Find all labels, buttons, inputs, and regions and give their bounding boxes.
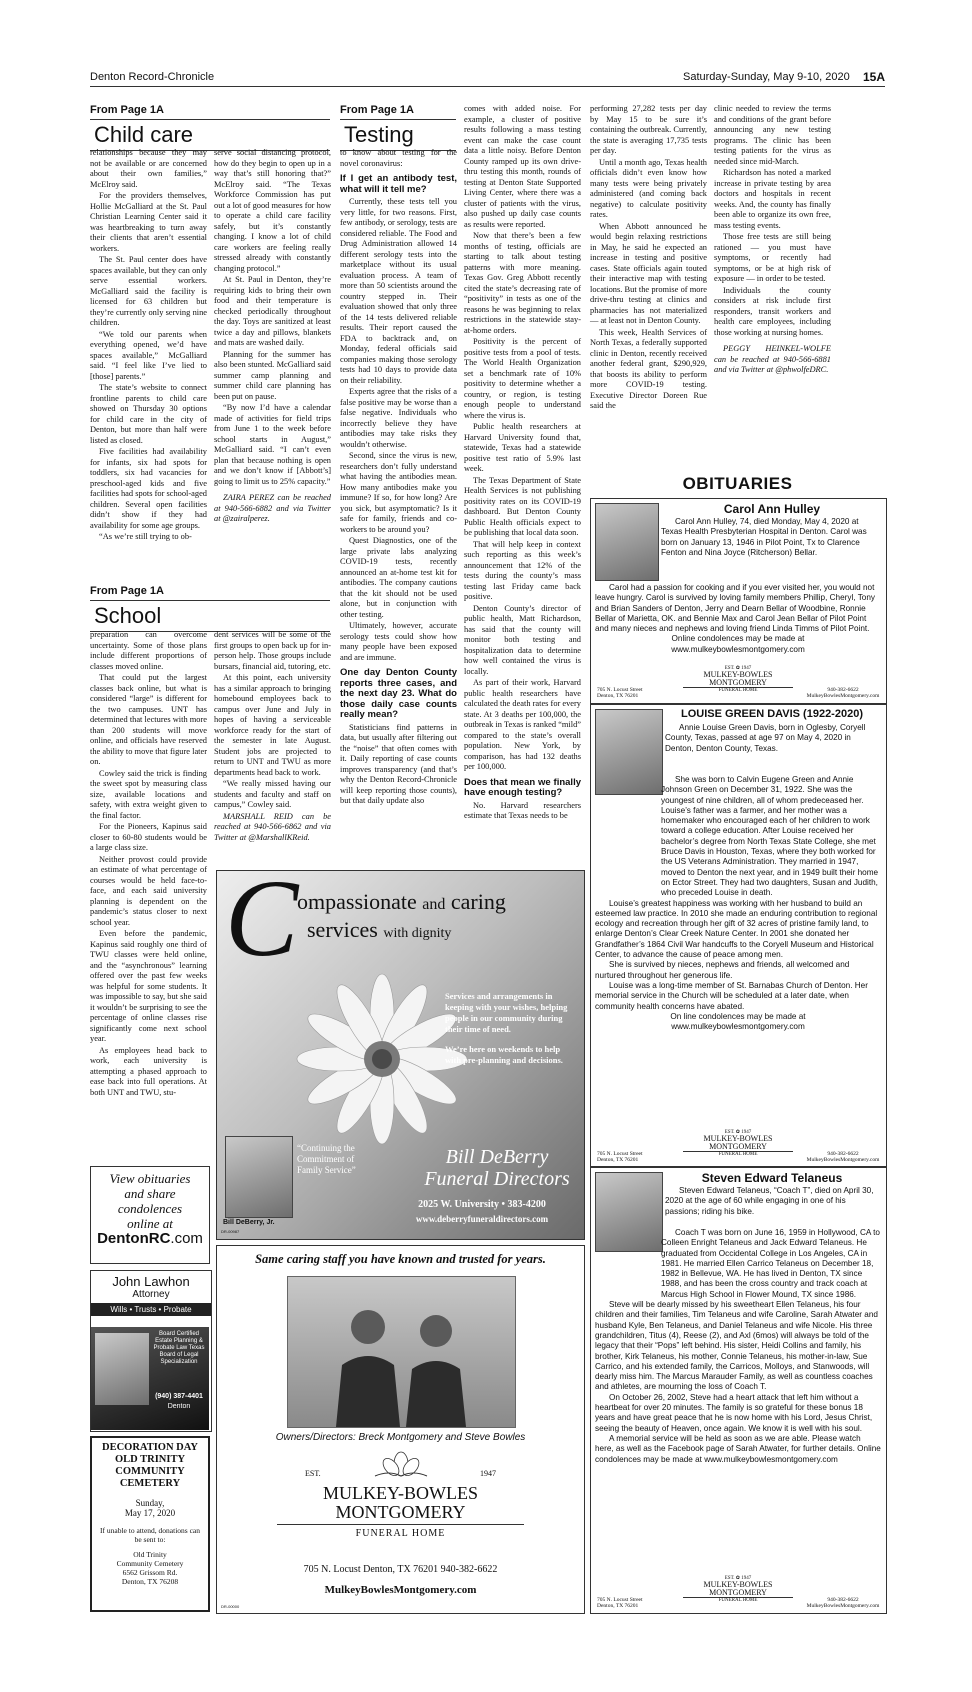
ad-site: DentonRC.com [97, 1230, 203, 1247]
paragraph: Currently, these tests tell you very little, for two reasons. First, few antibody, or serology, tests are considered reliable. The Food and Drug Administration allowed 14 different serology tests into the marketplace without its usual evaluation process. A team of more than 50 scientists around the country stepped in. Their evaluation showed that only three of the 14 tests delivered reliable results. Their report caused the FDA to backtrack and, on Monday, federal officials said companies making those serology tests had 10 days to provide data on their reliability. [340, 197, 457, 385]
ad-paragraph: Services and arrangements in keeping with your wishes, helping people in our community during their time of need. [445, 991, 568, 1034]
cemetery-note: If unable to attend, donations can be sent to: [100, 1526, 200, 1544]
website: MulkeyBowlesMontgomery.com [806, 1603, 880, 1609]
paragraph: Richardson has noted a marked increase in private testing by area doctors and hospitals in recent weeks. And, the county has finally been able to organize its own free, mass testing events. [714, 168, 831, 230]
paragraph: As part of their work, Harvard public health researchers have calculated the death rates for every state. At 3 deaths per 100,000, the outbreak in Texas is ranked “mild” compared to the state’s overall population. New York, by comparison, has had 132 deaths per 100,000. [464, 678, 581, 771]
funeral-logo [683, 1129, 793, 1157]
paragraph: comes with added noise. For example, a cluster of positive results following a mass testing event can make the case count data a little noisy. Before Denton County ramped up its own drive-thru testing this month, rounds of testing at Denton State Supported Living Center, where there was a cluster of patients with the virus, also pushed up daily case counts as results were reported. [464, 104, 581, 229]
lawhon-ad [90, 1270, 212, 1432]
title-line: DECORATION DAY [102, 1442, 198, 1453]
paragraph: At this point, each university has a similar approach to bringing homebound employees back to campus over June and July in hopes of having a serviceable workforce ready for the start of the semester in late August. Student jobs are projected to return to UNT and TWU as more departments head back to work. [214, 673, 331, 777]
logo-name: MONTGOMERY [683, 679, 793, 688]
funeral-home-footer [595, 1575, 881, 1611]
mulkey-ad [216, 1245, 585, 1614]
ad-website: www.deberryfuneraldirectors.com [415, 1214, 549, 1224]
obit-davis [590, 704, 887, 1167]
obit-telaneus [590, 1167, 887, 1614]
childcare-headline: Child care [90, 119, 330, 151]
phone: 940-382-6622 [827, 1151, 859, 1157]
logo-est: EST. 1947 [305, 1469, 496, 1478]
paragraph: relationships because they may not be available or are concerned about their own families,” McElroy said. [90, 148, 207, 189]
paragraph: Neither provost could provide an estimate of what percentage of courses would be held face-to-face, and each said university planning is dependent on the pandemic’s status closer to next school year. [90, 854, 207, 927]
ad-services-text [445, 991, 575, 1066]
phone: 940-382-6622 [827, 687, 859, 693]
address-line: Denton, TX 76201 [597, 1603, 639, 1609]
childcare-section [90, 104, 330, 151]
owners-silhouette-icon [288, 1277, 515, 1427]
funeral-home-footer [595, 1129, 881, 1165]
paragraph: Public health researchers at Harvard University found that, statewide, Texas had a statewide positive test ratio of 5.9% last week. [464, 422, 581, 473]
logo-est: EST. ✿ 1947 [724, 1130, 752, 1135]
testing-col3 [590, 104, 707, 413]
paragraph: For the providers themselves, Hollie McGalliard at the St. Paul Christian Learning Center said it was heartbreaking to turn away their clients that aren’t essential workers. [90, 191, 207, 253]
paragraph: For the Pioneers, Kapinus said closer to 60-80 students would be a large class size. [90, 822, 207, 852]
funeral-address [597, 687, 643, 699]
obit-body [595, 775, 881, 1032]
paragraph: Carol Ann Hulley, 74, died Monday, May 4, 2020 at Texas Health Presbyterian Hospital in Denton. Carol was born on January 13, 1946 in Pilot Point, Tx to Clarence Fenton and Nina Joyce (Ritcherson) Bellar. [661, 517, 867, 557]
ad-headline-2: services with dignity [307, 917, 452, 942]
paragraph: Annie Louise Green Davis, born in Oglesby, Coryell County, Texas, passed at age 97 on May 4, 2020 in Denton, Denton County, Texas. [665, 723, 866, 753]
paragraph: Until a month ago, Texas health officials didn’t even know how many tests were being privately administered (and coming back negative) to calculate positivity rates. [590, 157, 707, 219]
attorney-city: Denton [167, 1403, 191, 1410]
mulkey-website: MulkeyBowlesMontgomery.com [324, 1584, 477, 1596]
paragraph: That could put the largest classes back online, but what is considered “large” is different for the two campuses. UNT has determined that lectures with more than 200 students will move online, and officials have reserved the ability to move that figure later on. [90, 673, 207, 766]
paragraph: Second, since the virus is new, researchers don’t fully understand what having the antibodies mean. How many antibodies make you immune? If so, for how long? Are you sick, but asymptomatic? Is it safe for family, friends and co-workers to be around you? [340, 451, 457, 534]
ad-line: and share [124, 1186, 176, 1201]
paragraph: The St. Paul center does have spaces available, but they can only serve essential workers. McGalliard said the facility is licensed for 63 children but they’re currently only serving nine children. [90, 255, 207, 327]
ad-code: DR-00000 [221, 1604, 240, 1609]
mulkey-owners: Owners/Directors: Breck Montgomery and Steve Bowles [275, 1432, 526, 1443]
paragraph: dent services will be some of the first groups to open back up for in-person help. Those groups include bursars, financial aid, tutoring, etc. [214, 630, 331, 671]
ad-address: 2025 W. University • 383-4200 [418, 1199, 546, 1210]
paragraph: As employees head back to work, each university is attempting a phased approach to ease back into full operations. At both UNT and TWU, stu- [90, 1045, 207, 1097]
logo-type: FUNERAL HOME [355, 1528, 446, 1539]
subhead: If I get an antibody test, what will it tell me? [340, 173, 457, 195]
paragraph: preparation can overcome uncertainty. Some of those plans include different proportions of classes moved online. [90, 630, 207, 671]
paragraph: The state’s website to connect frontline parents to child care showed on Thursday 30 options for child care in the city of Denton, but more than half were listed as closed. [90, 383, 207, 445]
attorney-title: Attorney [132, 1289, 170, 1300]
school-col2 [214, 630, 331, 844]
deberry-portrait [225, 1136, 293, 1218]
paragraph: Cowley said the trick is finding the sweet spot by measuring class size, available locations and safety, with extra weight given to the final factor. [90, 768, 207, 820]
paragraph: Louise was a long-time member of St. Barnabas Church of Denton. Her memorial service in the Church will be scheduled at a later date, when community health concerns have abated. [595, 980, 868, 1011]
big-c-letter: C [225, 870, 299, 979]
funeral-logo [683, 665, 793, 693]
obituaries-header: OBITUARIES [682, 474, 793, 493]
testing-from-page: From Page 1A [340, 104, 414, 116]
paragraph: “By now I’d have a calendar made of activities for field trips from June 1 to the week before school starts in August,” McGalliard said. “I can’t even plan that because nothing is open and we don’t know if [Abbott’s] going to limit us to 25% capacity.” [214, 403, 331, 486]
mulkey-logo [277, 1450, 524, 1539]
paragraph: When Abbott announced he would begin relaxing restrictions in May, he said he expected an increase in testing and positive cases. State officials again touted their interactive map with testing locations. But the promise of more drive-thru testing at clinics and pharmacies has not materialized — at least not in Denton County. [590, 221, 707, 325]
paragraph: Steve will be dearly missed by his sweetheart Ellen Telaneus, his four children and their families, Tim Telaneus and wife Caroline, Sarah Atwater and husband Kyle, Ben Telaneus, and Daniel Telaneus and wife Nicole. His three grandchildren, Titus (4), Reese (2), and Axl (6mos) will always be told of the legacy that their “Pops” left behind. His sister, Heidi Collins and family, his brother, Kirk Telaneus, his mother, Connie Telaneus, his mother-in-law, Sue Carrico, and his extended family, the Carricos, Molloys, and Stanwoods, will dearly miss him. The Marcus Marauder Family, as well as countless coaches and athletes, are mourning the loss of Coach T. [595, 1300, 878, 1392]
cemetery-title [92, 1442, 208, 1490]
portrait [595, 503, 659, 581]
attorney-phone: (940) 387-4401 [155, 1393, 203, 1400]
obit-body [661, 517, 881, 558]
attorney-photo-panel [91, 1327, 209, 1430]
owners-photo [287, 1276, 516, 1428]
school-from-page: From Page 1A [90, 585, 164, 597]
logo-name: MONTGOMERY [277, 1503, 524, 1525]
issue-date: Saturday-Sunday, May 9-10, 2020 [683, 71, 850, 83]
paragraph: Denton County’s director of public health, Matt Richardson, has said that the county will monitor both testing and hospitalization data to determine how well contained the virus is locally. [464, 603, 581, 676]
address-line: Denton, TX 76201 [597, 1157, 639, 1163]
ad-code: DR-00987 [221, 1229, 240, 1234]
date-line: Sunday, [135, 1498, 165, 1508]
paragraph: Individuals the county considers at risk include first responders, transit workers and health care employees, including those working at nursing homes. [714, 285, 831, 337]
logo-name: MULKEY-BOWLES [323, 1483, 478, 1503]
page-number: 15A [863, 70, 886, 84]
cemetery-date [92, 1498, 208, 1518]
logo-name: MONTGOMERY [683, 1143, 793, 1152]
school-headline: School [90, 600, 330, 632]
testing-col2 [464, 104, 581, 823]
logo-name: MULKEY-BOWLES [703, 670, 773, 679]
ad-paragraph: We’re here on weekends to help with pre-planning and decisions. [445, 1044, 563, 1065]
obit-body [595, 1228, 881, 1465]
school-col1 [90, 630, 207, 1099]
subhead: One day Denton County reports three cases, and the next day 23. What do those daily case counts really mean? [340, 667, 457, 720]
paragraph: No. Harvard researchers estimate that Texas needs to be [464, 800, 581, 820]
website: MulkeyBowlesMontgomery.com [806, 693, 880, 699]
funeral-contact [805, 687, 881, 699]
paragraph: She was born to Calvin Eugene Green and Annie Johnson Green on December 31, 1922. She was the youngest of nine children, all of whom predeceased her. Louise’s father was a farmer, and her mother was a homemaker who encouraged each of her children to work toward a college education. After Louise received her bachelor’s degree from North Texas State College, she met Bruce Davis in Houston, Texas, where they both worked for the US Veterans Administration. They married in 1947, moved to Denton the next year, and in 1949 built their home on Ector Street. They had two daughters, Susan and Judith, who preceded Louise in death. [661, 775, 879, 898]
paragraph: Carol had a passion for cooking and if you ever visited her, you would not leave hungry. Carol is survived by loving family members Phillip, Cheryl, Tony and Brian Sanders of Denton, Jerry and Dearn Bellar of Woodbine, Ronnie Bellar of Marietta, OK. and Bennie Max and Carol Jean Bellar of Pilot Point and many nieces and nephews and loving friend Linda Timms of Pilot Point. [595, 583, 875, 634]
funeral-contact [805, 1597, 881, 1609]
phone: 940-382-6622 [827, 1597, 859, 1603]
subhead: Does that mean we finally have enough testing? [464, 776, 581, 798]
funeral-logo [683, 1575, 793, 1603]
address-line: Denton, TX 76208 [121, 1577, 179, 1586]
address-line: 705 N. Locust Street [597, 1597, 643, 1603]
paragraph: Coach T was born on June 16, 1959 in Hollywood, CA to Colleen Enright Telaneus and Jack Edward Telaneus. He graduated from Occidental College in Los Angeles, CA in 1981. He married Ellen Carrico Telaneus on December 18, 1982 in Bellevue, WA. He has lived in Denton, TX since 1988, and has been the cross country and track coach at Marcus High School in Flower Mound, TX since 1986. [661, 1228, 880, 1299]
testing-col1 [340, 148, 457, 808]
paragraph: clinic needed to review the terms and conditions of the grant before announcing any new testing programs. The clinic has been testing patients for the virus as needed since mid-March. [714, 104, 831, 166]
logo-type: FUNERAL HOME [718, 1598, 758, 1603]
website: MulkeyBowlesMontgomery.com [806, 1157, 880, 1163]
paragraph: The Texas Department of State Health Services is not publishing positivity rates on its COVID-19 dashboard. But Denton County Public Health officials expect to be publishing that local data soon. [464, 475, 581, 537]
byline: MARSHALL REID can be reached at 940-566-6862 and via Twitter at @MarshallKReid. [214, 811, 331, 842]
paragraph: Five facilities had availability for infants, six had spots for toddlers, six had vacancies for preschool-aged kids and five facilities had spots for school-aged children. Several open facilities didn’t show if they had availability for some age groups. [90, 447, 207, 530]
funeral-address [597, 1151, 643, 1163]
childcare-col1 [90, 148, 207, 544]
paragraph: to know about testing for the novel coronavirus: [340, 148, 457, 168]
paragraph: Ultimately, however, accurate serology tests could show how many people have been exposed and are immune. [340, 621, 457, 662]
cemetery-ad [90, 1436, 210, 1612]
byline: ZAIRA PEREZ can be reached at 940-566-6882 and via Twitter at @zairalperez. [214, 493, 331, 523]
magnolia-flower-icon [371, 1450, 431, 1480]
paragraph: Now that there’s been a few months of testing, officials are starting to talk about testing patterns with more meaning. Texas Gov. Greg Abbott recently cited the state’s decreasing rate of “positivity” in tests as one of the reasons he was beginning to relax restrictions in the statewide stay-at-home orders. [464, 231, 581, 335]
paragraph: Positivity is the percent of positive tests from a pool of tests. The World Health Organization set a benchmark rate of 10% positivity to determine whether a country, or region, is testing enough people to understand where the virus is. [464, 337, 581, 420]
obit-name: Steven Edward Telaneus [701, 1171, 843, 1185]
masthead-rule [90, 86, 885, 87]
brand-line: Funeral Directors [424, 1168, 570, 1190]
title-line: OLD TRINITY [114, 1454, 186, 1465]
paragraph: “We told our parents when everything opened, we’d have spaces available,” McGalliard said. “I feel like I’ve lied to [those] parents.” [90, 329, 207, 381]
ad-line: condolences [117, 1201, 183, 1216]
ad-line: View obituaries [109, 1171, 191, 1186]
condolences: Online condolences may be made at www.mulkeybowlesmontgomery.com [671, 634, 805, 654]
paragraph: She is survived by nieces, nephews and friends, all welcomed and nurtured throughout her generous life. [595, 960, 850, 980]
testing-col4 [714, 104, 831, 377]
funeral-contact [805, 1151, 881, 1163]
address-line: 705 N. Locust Street [597, 687, 643, 693]
address-line: 705 N. Locust Street [597, 1151, 643, 1157]
obit-hulley [590, 498, 887, 704]
paragraph: Louise’s greatest happiness was working with her husband to build an esteemed law practice. In 2010 she made an enduring contribution to regional ecology and recreation through her gift of 32 acres of pristine family land, to enlarge Denton’s Clear Creek Nature Center. In 2001 she donated her Grandfather’s 1864 Civil War handcuffs to the Coryell Museum and Historical Center, to advance the cause of peace among men. [595, 898, 878, 960]
childcare-from-page: From Page 1A [90, 104, 164, 116]
address-line: 6562 Grissom Rd. [122, 1568, 178, 1577]
logo-type: FUNERAL HOME [718, 688, 758, 693]
paragraph: Steven Edward Telaneus, “Coach T”, died on April 30, 2020 at the age of 60 while engaging in one of his passions; riding his bike. [665, 1186, 874, 1216]
paragraph: Quest Diagnostics, one of the large private labs analyzing COVID-19 tests, recently announced an at-home test kit for antibodies. The company cautions that the kit should not be used alone, but in conjunction with other testing. [340, 536, 457, 619]
logo-name: MONTGOMERY [683, 1589, 793, 1598]
paragraph: Even before the pandemic, Kapinus said roughly one third of TWU classes were held online, and the “asynchronous” learning offered over the past few weeks was helpful for some students. It was impossible to say, but she said it wouldn’t be surprising to see the percentage of online classes rise significantly come next school year. [90, 929, 207, 1043]
deberry-ad [216, 870, 585, 1240]
obit-name: LOUISE GREEN DAVIS (1922-2020) [681, 708, 863, 720]
address-line: Community Cemetery [116, 1559, 184, 1568]
attorney-portrait [95, 1333, 149, 1405]
paragraph: performing 27,282 tests per day by May 15 to be sure it’s containing the outbreak. Currently, the state is averaging 17,735 tests per day. [590, 104, 707, 155]
paragraph: This week, Health Services of North Texas, a federally supported clinic in Denton, recently received another federal grant, $290,929, that boosts its ability to perform more COVID-19 testing. Executive Director Doreen Rue said the [590, 327, 707, 410]
paragraph: serve social distancing protocol, how do they begin to open up in a way that’s still honoring that?” McElroy said. “The Texas Workforce Commission has put out a lot of good measures for how to operate a child care facility safely, but it’s constantly changing. I know a lot of child care workers are feeling really stressed already with constantly changing protocol.” [214, 148, 331, 273]
paper-name: Denton Record-Chronicle [90, 71, 215, 83]
ad-person-name: Bill DeBerry, Jr. [223, 1219, 275, 1226]
ad-quote: “Continuing the Commitment of Family Service” [297, 1143, 356, 1175]
date-line: May 17, 2020 [124, 1508, 176, 1518]
school-section [90, 585, 330, 632]
paragraph: “As we’re still trying to ob- [99, 532, 192, 541]
logo-est: EST. ✿ 1947 [724, 1576, 752, 1581]
funeral-address [597, 1597, 643, 1609]
paragraph: “We really missed having our students and faculty and staff on campus,” Cowley said. [214, 779, 331, 809]
paragraph: Planning for the summer has also been stunted. McGalliard said summer camp planning and summer child care planning has been put on pause. [214, 349, 331, 401]
deberry-brand [417, 1146, 577, 1190]
obit-body [595, 583, 881, 655]
ad-headline-1: ompassionate and caring [297, 889, 506, 914]
mulkey-address: 705 N. Locust Denton, TX 76201 940-382-6622 [303, 1564, 498, 1575]
paragraph: Those free tests are still being rationed — you must have symptoms, or recently had symptoms, or be at high risk of exposure — in order to be tested. [714, 232, 831, 283]
logo-est: EST. ✿ 1947 [724, 666, 752, 671]
title-line: COMMUNITY [115, 1466, 185, 1477]
logo-type: FUNERAL HOME [718, 1152, 758, 1157]
dentonrc-ad [90, 1166, 210, 1264]
attorney-name: John Lawhon [112, 1274, 190, 1289]
obit-body [665, 1186, 881, 1217]
address-line: Old Trinity [133, 1550, 167, 1559]
logo-name: MULKEY-BOWLES [703, 1134, 773, 1143]
testing-headline: Testing [340, 119, 456, 151]
funeral-home-footer [595, 665, 881, 701]
mulkey-tagline: Same caring staff you have known and trusted for years. [255, 1252, 546, 1266]
cemetery-address [92, 1550, 208, 1586]
paragraph: A memorial service will be held as soon as we are able. Please watch here, as well as the Facebook page of Sarah Atwater, for further details. Online condolences may be made at www.mulkeybowlesmontgomery.com [595, 1433, 881, 1464]
childcare-col2 [214, 148, 331, 526]
paragraph: At St. Paul in Denton, they’re requiring kids to bring their own food and their temperature is checked periodically throughout the day. Toys are sanitized at least twice a day and pillows, blankets and mats are washed daily. [214, 275, 331, 347]
paragraph: Statisticians find patterns in data, but usually after filtering out the “noise” that often comes with it. Daily reporting of case counts improves transparency (and that’s why the Denton Record-Chronicle will keep reporting those counts), but that daily update also [340, 722, 457, 805]
paragraph: Experts agree that the risks of a false positive may be worse than a false negative. Individuals who incorrectly believe they have antibodies may take risks they wouldn’t otherwise. [340, 387, 457, 449]
byline: PEGGY HEINKEL-WOLFE can be reached at 940-566-6881 and via Twitter at @phwolfeDRC. [714, 344, 831, 374]
attorney-services: Wills • Trusts • Probate [91, 1303, 211, 1316]
obit-body [665, 723, 881, 754]
logo-name: MULKEY-BOWLES [703, 1580, 773, 1589]
title-line: CEMETERY [119, 1478, 181, 1489]
paragraph: On October 26, 2002, Steve had a heart attack that left him without a heartbeat for over 20 minutes. The family is so grateful for these bonus 18 years and have great peace that he is now home with his Lord, Jesus Christ, seeing the beauty of Heaven, once again. We know it is well with his soul. [595, 1392, 873, 1433]
brand-line: Bill DeBerry [445, 1146, 549, 1168]
address-line: Denton, TX 76201 [597, 693, 639, 699]
paragraph: That will help keep in context such reporting as this week’s announcement that 12% of the tests during the county’s mass testing last Friday came back positive. [464, 539, 581, 601]
obit-name: Carol Ann Hulley [723, 502, 821, 516]
ad-line: online at [127, 1216, 173, 1231]
attorney-cert: Board Certified Estate Planning & Probate Law Texas Board of Legal Specialization [153, 1331, 205, 1365]
condolences: On line condolences may be made at www.mulkeybowlesmontgomery.com [670, 1011, 806, 1032]
